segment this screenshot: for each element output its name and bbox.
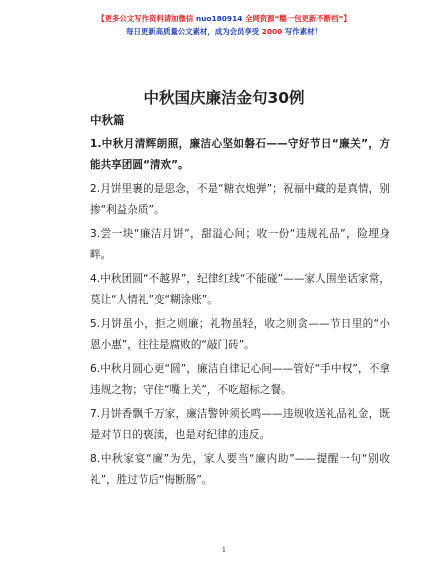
quote-item: 2.月饼里裹的是思念，不是“糖衣炮弹”；祝福中藏的是真情，别掺“利益杂质”。	[90, 183, 390, 216]
quote-item: 6.中秋月圆心更“圆”，廉洁自律记心间——管好“手中权”，不拿违规之物；守住“嘴上关”，不吃超标之餐。	[90, 363, 390, 396]
quote-item: 8.中秋家宴“廉”为先，家人要当“廉内助”——提醒一句“别收礼”，胜过节后“悔断肠”。	[90, 453, 390, 486]
section-heading: 中秋篇	[90, 113, 125, 127]
promo-text: 【更多公文写作资料请加微信	[97, 14, 194, 23]
quote-item: 3.尝一块“廉洁月饼”，甜溢心间；收一份“违规礼品”，险埋身畔。	[90, 228, 390, 261]
promo-text: 全网资源“糯一包更新不断档”】	[244, 14, 351, 23]
quote-item: 5.月饼虽小，拒之则廉；礼物虽轻，收之则贪——节日里的“小恩小惠”，往往是腐败的“敲门砖”。	[90, 318, 390, 351]
quote-list	[90, 134, 390, 494]
document-title: 中秋国庆廉洁金句30例	[143, 89, 305, 107]
quote-item: 1.中秋月清辉朗照，廉洁心坚如磐石——守好节日“廉关”，方能共享团圆“清欢”。	[90, 138, 390, 171]
promo-number: 2000	[261, 27, 283, 36]
page-number: 1	[221, 546, 227, 554]
quote-item: 4.中秋团圆“不越界”，纪律红线“不能碰”——家人围坐话家常，莫让“人情礼”变“糊涂账”。	[90, 273, 390, 306]
quote-item: 7.月饼香飘千万家，廉洁警钟须长鸣——违规收送礼品礼金，既是对节日的亵渎，也是对纪律的违反。	[90, 408, 390, 441]
promo-text: 每日更新高质量公文素材，成为会员享受	[126, 27, 260, 36]
promo-text: 写作素材！	[284, 27, 322, 36]
promo-banner-line-1	[0, 13, 448, 24]
wechat-id: nuo180914	[195, 14, 243, 23]
promo-banner-line-2	[0, 26, 448, 37]
